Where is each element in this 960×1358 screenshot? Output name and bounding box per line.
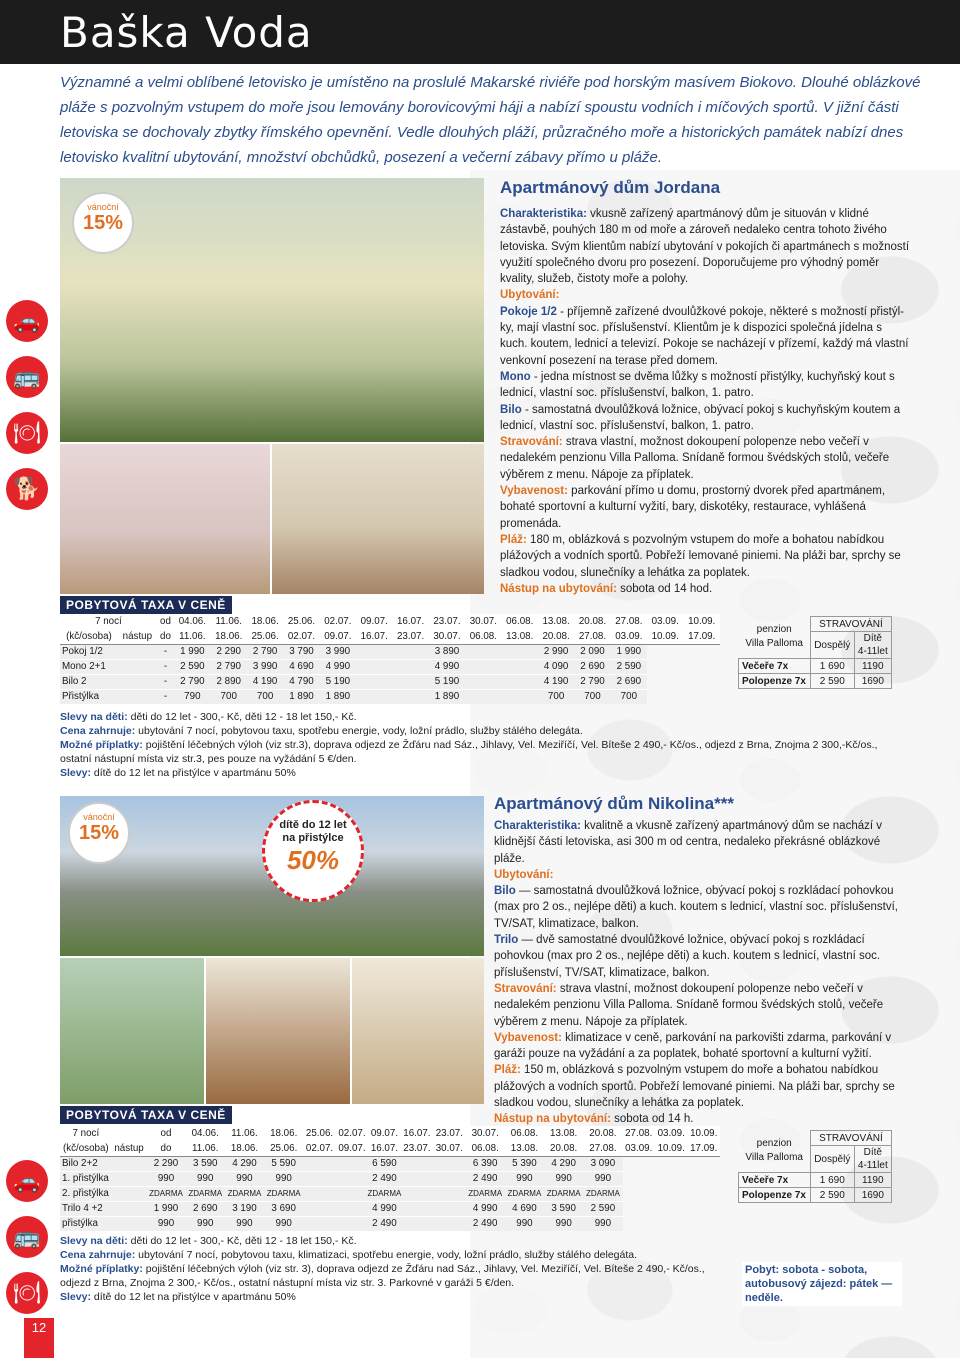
meal-price: 1 690 (810, 659, 854, 674)
price-cell: 3 890 (356, 644, 538, 659)
date-do: 03.09. (611, 629, 647, 644)
date-od: 30.07. (466, 1126, 505, 1141)
date-do: 13.08. (505, 1141, 544, 1156)
label: Pláž: (500, 533, 527, 546)
date-do: 03.09. (623, 1141, 655, 1156)
row-label: 1. přistýlka (60, 1171, 146, 1186)
child-label: Dítě (863, 633, 882, 644)
price-cell: 990 (225, 1216, 264, 1231)
date-od: 09.07. (356, 614, 392, 629)
price-cell: 1 890 (283, 689, 319, 704)
nikolina-title: Apartmánový dům Nikolina*** (494, 794, 734, 813)
penzion-label: penzion (756, 624, 792, 636)
date-do: 18.06. (225, 1141, 264, 1156)
date-do: 09.07. (320, 629, 356, 644)
meals-title: STRAVOVÁNÍ (810, 1131, 891, 1146)
price-cell: 3 590 (544, 1201, 583, 1216)
date-od: 20.08. (574, 614, 610, 629)
price-cell: 700 (538, 689, 574, 704)
date-do: 11.06. (186, 1141, 225, 1156)
note-line (60, 1234, 730, 1248)
price-cell: 2 790 (211, 659, 247, 674)
note-text: ubytování 7 nocí, pobytovou taxu, spotřebu energie, vody, ložní prádlo, služby stálého delegáta. (135, 725, 583, 737)
nastup-label: nástup (112, 1141, 147, 1156)
badge-label: vánoční (83, 812, 115, 822)
notes-nikolina (60, 1234, 730, 1304)
child-age: 4-11let (857, 646, 888, 657)
price-cell: 990 (544, 1171, 583, 1186)
label: Stravování: (494, 982, 557, 995)
meal-row-label: Polopenze 7x (739, 674, 811, 689)
text: 180 m, oblázková s pozvolným vstupem do moře a bohatou nabídkou plážových a vodních sportů. Pobřeží lemované piniemi. Na pláži bar, sprchy se sladkou vodou, slunečníky a lehátka za poplatek. (500, 533, 901, 579)
car-icon: 🚗 (6, 1160, 48, 1202)
label: Vybavenost: (494, 1031, 562, 1044)
price-cell: 2 690 (574, 659, 610, 674)
price-cell: 990 (264, 1171, 303, 1186)
price-cell: - (157, 644, 174, 659)
badge-percent: 15% (82, 212, 124, 234)
label: Trilo (494, 934, 519, 947)
price-cell: 990 (264, 1216, 303, 1231)
stay-line-2: autobusový zájezd: pátek — neděle. (745, 1278, 893, 1304)
price-table-nikolina (60, 1126, 720, 1231)
label: Mono (500, 370, 531, 383)
badge-label: vánoční (87, 202, 119, 212)
text: — dvě samostatné dvoulůžkové ložnice, obývací pokoj s rozkládací pohovkou (max pro 2 os., nejlépe děti) a kuch. koutem s lednicí, vlastní soc. příslušenství, TV/SAT, klimatizace, balkon. (494, 934, 881, 979)
date-od: 09.07. (368, 1126, 400, 1141)
date-od: 20.08. (583, 1126, 622, 1141)
meals-table-jordana (738, 616, 892, 689)
meal-price: 1190 (854, 1173, 891, 1188)
row-label: Bilo 2 (60, 674, 157, 689)
per-label: (kč/osoba) (60, 1141, 112, 1156)
meal-price: 1190 (854, 659, 891, 674)
price-cell: 990 (505, 1216, 544, 1231)
price-cell: 4 790 (283, 674, 319, 689)
do-label: do (146, 1141, 185, 1156)
adult-label: Dospělý (810, 1146, 854, 1173)
text: parkování přímo u domu, prostorný dvorek před apartmánem, bohaté sportovní a kulturní vyžití, bary, diskotéky, restaurace, vyhlášená promenáda. (500, 485, 886, 530)
child-discount-badge (262, 800, 364, 902)
note-line (60, 1248, 730, 1262)
meals-table-nikolina (738, 1130, 892, 1203)
price-cell: 4 090 (538, 659, 574, 674)
intro-text: Významné a velmi oblíbené letovisko je umístěno na proslulé Makarské riviéře pod horským masívem Biokovo. Dlouhé oblázkové pláže s pozvolným vstupem do moře jsou lemovány borovicovými háji a nabízí spoustu vodních i míčových sportů. V jižní části letoviska se dochovaly zbytky římského opevnění. Vedle dlouhých pláží, průzračného moře a historických památek nabízí dnes letovisko kvalitní ubytování, množství obchůdků, posezení a večerní zábavy přímo u pláže. (60, 74, 921, 166)
kid-line-2: na přistýlce (282, 832, 344, 844)
price-cell: ZDARMA (225, 1186, 264, 1201)
date-od: 13.08. (538, 614, 574, 629)
villa-label: Villa Palloma (745, 638, 803, 650)
price-cell: 2 890 (211, 674, 247, 689)
price-cell: 2 790 (247, 644, 283, 659)
text: — samostatná dvoulůžková ložnice, obývací pokoj s rozkládací pohovkou (max pro 2 os., nejlépe děti) a kuch. koutem s lednicí, vlastní soc. příslušenství, TV/SAT, klimatizace, balkon. (494, 885, 898, 930)
price-cell: 700 (611, 689, 647, 704)
price-cell: 2 790 (574, 674, 610, 689)
nights-label: 7 nocí (60, 614, 157, 629)
date-od: 11.06. (225, 1126, 264, 1141)
price-cell: - (157, 659, 174, 674)
date-od: 16.07. (392, 614, 428, 629)
child-age: 4-11let (857, 1160, 888, 1171)
price-cell: 2 490 (303, 1216, 465, 1231)
price-cell: 4 990 (303, 1201, 465, 1216)
label: Nástup na ubytování: (494, 1113, 611, 1126)
side-icons-bottom (6, 1160, 54, 1328)
nights-label: 7 nocí (60, 1126, 112, 1141)
meal-row-label: Večeře 7x (739, 1173, 811, 1188)
discount-badge (72, 192, 134, 254)
label: Pokoje 1/2 (500, 305, 557, 318)
badge-percent: 15% (78, 822, 120, 844)
price-cell: 6 390 (466, 1156, 505, 1171)
price-cell: 5 390 (505, 1156, 544, 1171)
price-cell: - (157, 689, 174, 704)
nikolina-photo-3 (206, 958, 350, 1104)
price-cell: 4 290 (544, 1156, 583, 1171)
price-cell: 2 090 (574, 644, 610, 659)
nastup-label: nástup (118, 629, 157, 644)
date-od: 02.07. (336, 1126, 368, 1141)
note-text: dítě do 12 let na přistýlce v apartmánu 50% (90, 1291, 296, 1303)
price-cell: 990 (186, 1171, 225, 1186)
date-do: 02.07. (303, 1141, 335, 1156)
price-cell: 1 890 (320, 689, 356, 704)
jordana-room-photo-1 (60, 444, 270, 594)
dining-icon: 🍽 (6, 412, 48, 454)
price-cell: 3 990 (320, 644, 356, 659)
date-do: 23.07. (401, 1141, 433, 1156)
price-cell: 5 590 (264, 1156, 303, 1171)
price-cell: 990 (225, 1171, 264, 1186)
price-cell: 990 (146, 1216, 185, 1231)
row-label: Bilo 2+2 (60, 1156, 146, 1171)
price-cell: 2 590 (583, 1201, 622, 1216)
page-header (0, 0, 960, 64)
price-table-jordana (60, 614, 720, 704)
note-line (60, 1290, 730, 1304)
row-label: přistýlka (60, 1216, 146, 1231)
price-cell: 2 290 (211, 644, 247, 659)
meal-price: 2 590 (810, 1188, 854, 1203)
note-text: ubytování 7 nocí, pobytovou taxu, klimatizaci, spotřebu energie, vody, ložní prádlo, služby stálého delegáta. (135, 1249, 638, 1261)
text: sobota od 14 h. (614, 1113, 694, 1126)
price-cell: 2 590 (174, 659, 210, 674)
date-od: 13.08. (544, 1126, 583, 1141)
label: Charakteristika: (494, 820, 581, 832)
price-cell: ZDARMA (466, 1186, 505, 1201)
date-do: 10.09. (647, 629, 683, 644)
price-cell: 990 (544, 1216, 583, 1231)
date-do: 06.08. (466, 1141, 505, 1156)
label: Charakteristika: (500, 208, 587, 220)
stay-info (742, 1262, 902, 1306)
price-cell: 3 790 (283, 644, 319, 659)
note-label: Možné příplatky: (60, 739, 143, 751)
price-cell: 4 190 (247, 674, 283, 689)
label: Ubytování: (500, 289, 560, 302)
date-od: 25.06. (303, 1126, 335, 1141)
price-cell: 6 590 (303, 1156, 465, 1171)
date-do: 23.07. (392, 629, 428, 644)
page-number: 12 (24, 1318, 54, 1358)
text: sobota od 14 hod. (620, 582, 713, 595)
price-cell: 1 990 (174, 644, 210, 659)
date-od: 23.07. (429, 614, 465, 629)
note-text: pojištění léčebných výloh (viz str. 3), doprava odjezd ze Žďáru nad Sáz., Jihlavy, Vel. Meziříčí, Vel. Bíteše 2 490,- Kč/os., odjezd z Brna, Znojma 2 300,- Kč/os., ostatní nástupní místa viz str. 3. Parkovné v garáži 5 €/den. (60, 1263, 705, 1289)
date-od: 06.08. (502, 614, 538, 629)
date-do: 30.07. (433, 1141, 465, 1156)
price-cell: 1 990 (611, 644, 647, 659)
price-cell: 4 690 (505, 1201, 544, 1216)
note-text: děti do 12 let - 300,- Kč, děti 12 - 18 let 150,- Kč. (127, 1235, 357, 1247)
od-label: od (146, 1126, 185, 1141)
adult-label: Dospělý (810, 632, 854, 659)
nikolina-photo-2 (60, 958, 204, 1104)
label: Bilo (494, 885, 516, 898)
row-label: Mono 2+1 (60, 659, 157, 674)
price-cell: 3 990 (247, 659, 283, 674)
jordana-title: Apartmánový dům Jordana (500, 178, 721, 197)
price-cell: 700 (574, 689, 610, 704)
date-do: 02.07. (283, 629, 319, 644)
tax-label: POBYTOVÁ TAXA V CENĚ (60, 596, 232, 614)
price-cell: ZDARMA (303, 1186, 465, 1201)
text: 150 m, oblázková s pozvolným vstupem do moře a bohatou nabídkou plážových a vodních sportů. Pobřeží lemované piniemi. Na pláži bar, sprchy se sladkou vodou, slunečníky a lehátka za poplatek. (494, 1064, 895, 1110)
date-od: 02.07. (320, 614, 356, 629)
meal-row-label: Večeře 7x (739, 659, 811, 674)
date-od: 25.06. (283, 614, 319, 629)
per-label: (kč/osoba) (60, 629, 118, 644)
date-od: 11.06. (211, 614, 247, 629)
side-icons-top (6, 300, 54, 524)
price-cell: 1 890 (356, 689, 538, 704)
note-text: děti do 12 let - 300,- Kč, děti 12 - 18 let 150,- Kč. (127, 711, 357, 723)
date-do: 25.06. (247, 629, 283, 644)
bus-icon: 🚌 (6, 356, 48, 398)
text: - příjemně zařízené dvoulůžkové pokoje, některé s možností přistýlky, mají vlastní soc. příslušenství. Klientům je k dispozici společná jídelna s kuch. koutem, lednicí a televizí. Pokoje se nacházejí v přízemí, každý má vlastní venkovní posezení na terase před domem. (500, 305, 909, 367)
nastup-label (112, 1126, 147, 1141)
meal-price: 1690 (854, 674, 891, 689)
villa-label: Villa Palloma (745, 1152, 803, 1164)
text: vkusně zařízený apartmánový dům je situován v klidné zástavbě, pouhých 180 m od moře a zároveň nedaleko centra tohoto živého letoviska. Svým klientům nabízí ubytování v pokojích či apartmánech s možností využití společného dvoru pro posezení. Doporučujeme pro výhodný poměr kvality, služeb, čistoty moře a polohy. (500, 208, 910, 286)
penzion-label: penzion (756, 1138, 792, 1150)
car-icon: 🚗 (6, 300, 48, 342)
note-line (60, 710, 910, 724)
price-cell: ZDARMA (146, 1186, 185, 1201)
price-cell: 2 690 (611, 674, 647, 689)
kid-line-1: dítě do 12 let (279, 819, 347, 831)
date-do: 11.06. (174, 629, 210, 644)
note-label: Cena zahrnuje: (60, 725, 136, 737)
date-od: 10.09. (687, 1126, 720, 1141)
date-do: 27.08. (583, 1141, 622, 1156)
date-od: 04.06. (174, 614, 210, 629)
date-do: 25.06. (264, 1141, 303, 1156)
label: Bilo (500, 403, 522, 416)
nikolina-description (494, 818, 904, 1128)
jordana-room-photo-2 (272, 444, 484, 594)
note-line (60, 766, 910, 780)
price-cell: 4 190 (538, 674, 574, 689)
price-cell: 3 090 (583, 1156, 622, 1171)
price-cell: 5 190 (320, 674, 356, 689)
note-label: Cena zahrnuje: (60, 1249, 136, 1261)
date-do: 16.07. (356, 629, 392, 644)
meal-price: 1 690 (810, 1173, 854, 1188)
price-cell: 4 690 (283, 659, 319, 674)
price-cell: 790 (174, 689, 210, 704)
text: - jedna místnost se dvěma lůžky s možností přistýlky, kuchyňský kout s lednicí, vlastní soc. příslušenství, balkon, 1. patro. (500, 370, 895, 400)
nikolina-photo-4 (352, 958, 484, 1104)
note-label: Slevy na děti: (60, 1235, 128, 1247)
date-od: 06.08. (505, 1126, 544, 1141)
price-cell: 5 190 (356, 674, 538, 689)
bus-icon: 🚌 (6, 1216, 48, 1258)
discount-badge (68, 802, 130, 864)
date-od: 18.06. (264, 1126, 303, 1141)
price-cell: 2 490 (303, 1171, 465, 1186)
date-od: 03.09. (655, 1126, 687, 1141)
price-cell: 2 590 (611, 659, 647, 674)
do-label: do (157, 629, 174, 644)
note-text: pojištění léčebných výloh (viz str.3), doprava odjezd ze Žďáru nad Sáz., Jihlavy, Vel. Meziříčí, Vel. Bíteše 2 490,- Kč/os., odjezd z Brna, Znojma 2 300,-Kč/os., ostatní nástupní místa viz str.3, pes pouze na vyžádání 5 €/den. (60, 739, 878, 765)
price-cell: 990 (505, 1171, 544, 1186)
price-cell: 2 490 (466, 1216, 505, 1231)
price-cell: 4 990 (320, 659, 356, 674)
note-label: Slevy na děti: (60, 711, 128, 723)
price-cell: 3 690 (264, 1201, 303, 1216)
text: klimatizace v ceně, parkování na parkovišti zdarma, parkování v garáži pouze na vyžádání a za poplatek, bohaté sportovní a kulturní vyžití. (494, 1031, 892, 1061)
note-line (60, 738, 910, 766)
text: - samostatná dvoulůžková ložnice, obývací pokoj s kuchyňským koutem a lednicí, vlastní soc. příslušenství, balkon, 1. patro. (500, 403, 901, 432)
text: strava vlastní, možnost dokoupení polopenze nebo večeří v nedalekém penzionu Villa Palloma. Snídaně formou švédských stolů, večeře výběrem z menu. Nápoje za příplatek. (500, 436, 890, 481)
label: Nástup na ubytování: (500, 582, 617, 595)
price-cell: 2 690 (186, 1201, 225, 1216)
price-cell: 3 590 (186, 1156, 225, 1171)
page-title: Baška Voda (60, 8, 313, 57)
price-cell: 4 990 (356, 659, 538, 674)
price-cell: 2 990 (538, 644, 574, 659)
row-label: Pokoj 1/2 (60, 644, 157, 659)
date-od: 30.07. (465, 614, 501, 629)
date-do: 17.09. (687, 1141, 720, 1156)
price-cell: 2 790 (174, 674, 210, 689)
row-label: Trilo 4 +2 (60, 1201, 146, 1216)
date-od: 23.07. (433, 1126, 465, 1141)
price-cell: ZDARMA (505, 1186, 544, 1201)
date-do: 16.07. (368, 1141, 400, 1156)
price-cell: ZDARMA (264, 1186, 303, 1201)
date-do: 13.08. (502, 629, 538, 644)
row-label: Přistýlka (60, 689, 157, 704)
date-od: 27.08. (611, 614, 647, 629)
label: Stravování: (500, 436, 563, 449)
date-od: 04.06. (186, 1126, 225, 1141)
note-label: Možné příplatky: (60, 1263, 143, 1275)
dog-icon: 🐕 (6, 468, 48, 510)
date-do: 20.08. (538, 629, 574, 644)
date-od: 27.08. (623, 1126, 655, 1141)
note-line (60, 1262, 730, 1290)
price-cell: 3 190 (225, 1201, 264, 1216)
price-cell: ZDARMA (544, 1186, 583, 1201)
price-cell: 990 (583, 1171, 622, 1186)
dining-icon: 🍽 (6, 1272, 48, 1314)
date-od: 16.07. (401, 1126, 433, 1141)
date-do: 18.06. (211, 629, 247, 644)
price-cell: 2 490 (466, 1171, 505, 1186)
label: Pláž: (494, 1064, 521, 1077)
price-cell: 1 990 (146, 1201, 185, 1216)
date-do: 17.09. (683, 629, 720, 644)
price-cell: ZDARMA (583, 1186, 622, 1201)
notes-jordana (60, 710, 910, 780)
price-cell: 4 990 (466, 1201, 505, 1216)
meals-title: STRAVOVÁNÍ (810, 617, 891, 632)
od-label: od (157, 614, 174, 629)
date-od: 10.09. (683, 614, 720, 629)
kid-percent: 50% (286, 845, 340, 875)
text: kvalitně a vkusně zařízený apartmánový dům se nachází v klidnější části letoviska, asi 300 m od centra, nedaleko překrásné oblázkové pláže. (494, 820, 883, 865)
label: Vybavenost: (500, 485, 568, 498)
meal-price: 2 590 (810, 674, 854, 689)
price-cell: - (157, 674, 174, 689)
note-label: Slevy: (60, 1291, 91, 1303)
date-do: 10.09. (655, 1141, 687, 1156)
note-line (60, 724, 910, 738)
label: Ubytování: (494, 868, 554, 881)
jordana-description (500, 206, 910, 597)
price-cell: 990 (583, 1216, 622, 1231)
stay-line-1: Pobyt: sobota - sobota, (745, 1264, 868, 1276)
date-do: 27.08. (574, 629, 610, 644)
meal-price: 1690 (854, 1188, 891, 1203)
child-label: Dítě (863, 1147, 882, 1158)
date-od: 03.09. (647, 614, 683, 629)
note-text: dítě do 12 let na přistýlce v apartmánu 50% (90, 767, 296, 779)
price-cell: 700 (211, 689, 247, 704)
price-cell: 990 (186, 1216, 225, 1231)
date-do: 09.07. (336, 1141, 368, 1156)
date-do: 30.07. (429, 629, 465, 644)
tax-label: POBYTOVÁ TAXA V CENĚ (60, 1106, 232, 1124)
price-cell: 990 (146, 1171, 185, 1186)
row-label: 2. přistýlka (60, 1186, 146, 1201)
date-do: 20.08. (544, 1141, 583, 1156)
date-do: 06.08. (465, 629, 501, 644)
price-cell: 2 290 (146, 1156, 185, 1171)
text: strava vlastní, možnost dokoupení polopenze nebo večeří v nedalekém penzionu Villa Palloma. Snídaně formou švédských stolů, večeře výběrem z menu. Nápoje za příplatek. (494, 982, 884, 1028)
note-label: Slevy: (60, 767, 91, 779)
price-cell: 700 (247, 689, 283, 704)
meal-row-label: Polopenze 7x (739, 1188, 811, 1203)
price-cell: 4 290 (225, 1156, 264, 1171)
price-cell: ZDARMA (186, 1186, 225, 1201)
date-od: 18.06. (247, 614, 283, 629)
